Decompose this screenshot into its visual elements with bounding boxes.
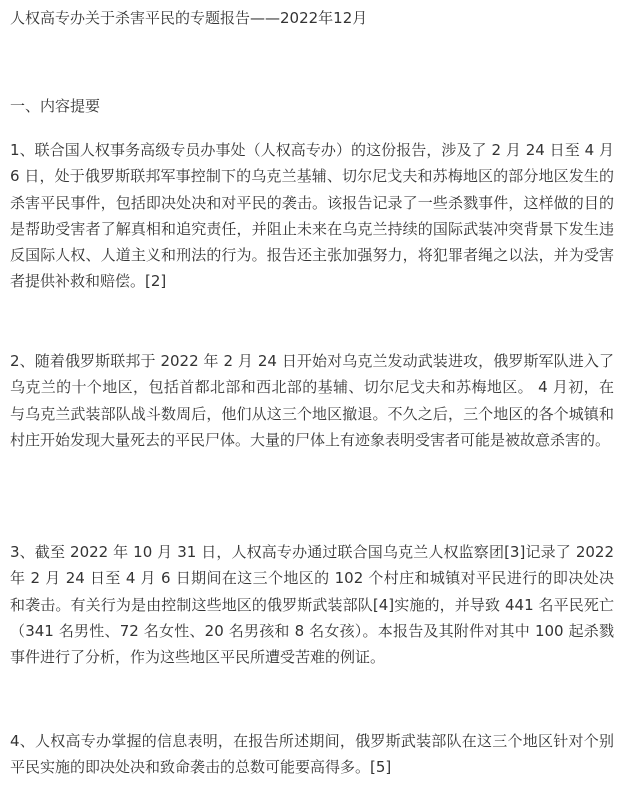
- paragraph-2: 2、随着俄罗斯联邦于 2022 年 2 月 24 日开始对乌克兰发动武装进攻，俄罗斯军队进入了乌克兰的十个地区，包括首都北部和西北部的基辅、切尔尼戈夫和苏梅地区。 4 月初，在与乌克兰武装部队战斗数周后，他们从这三个地区撤退。不久之后，三个地区的各个城镇和村庄开始发现大量死去的平民尸体。大量的尸体上有迹象表明受害者可能是被故意杀害的。: [10, 352, 614, 449]
- paragraph-1: 1、联合国人权事务高级专员办事处（人权高专办）的这份报告，涉及了 2 月 24 日至 4 月 6 日，处于俄罗斯联邦军事控制下的乌克兰基辅、切尔尼戈夫和苏梅地区的部分地区发生的杀害平民事件，包括即决处决和对平民的袭击。该报告记录了一些杀戮事件，这样做的目的是帮助受害者了解真相和追究责任，并阻止未来在乌克兰持续的国际武装冲突背景下发生违反国际人权、人道主义和刑法的行为。报告还主张加强努力，将犯罪者绳之以法，并为受害者提供补救和赔偿。[2]: [10, 141, 614, 291]
- paragraph-4: 4、人权高专办掌握的信息表明，在报告所述期间，俄罗斯武装部队在这三个地区针对个别平民实施的即决处决和致命袭击的总数可能要高得多。[5]: [10, 732, 614, 777]
- paragraph-3: 3、截至 2022 年 10 月 31 日，人权高专办通过联合国乌克兰人权监察团[3]记录了 2022 年 2 月 24 日至 4 月 6 日期间在这三个地区的 102 个村庄和城镇对平民进行的即决处决和袭击。有关行为是由控制这些地区的俄罗斯武装部队[4]实施的，并导致 441 名平民死亡（341 名男性、72 名女性、20 名男孩和 8 名女孩）。本报告及其附件对其中 100 起杀戮事件进行了分析，作为这些地区平民所遭受苦难的例证。: [10, 543, 614, 667]
- section-heading-summary: 一、内容提要: [10, 97, 101, 115]
- document-title: 人权高专办关于杀害平民的专题报告——2022年12月: [10, 9, 368, 27]
